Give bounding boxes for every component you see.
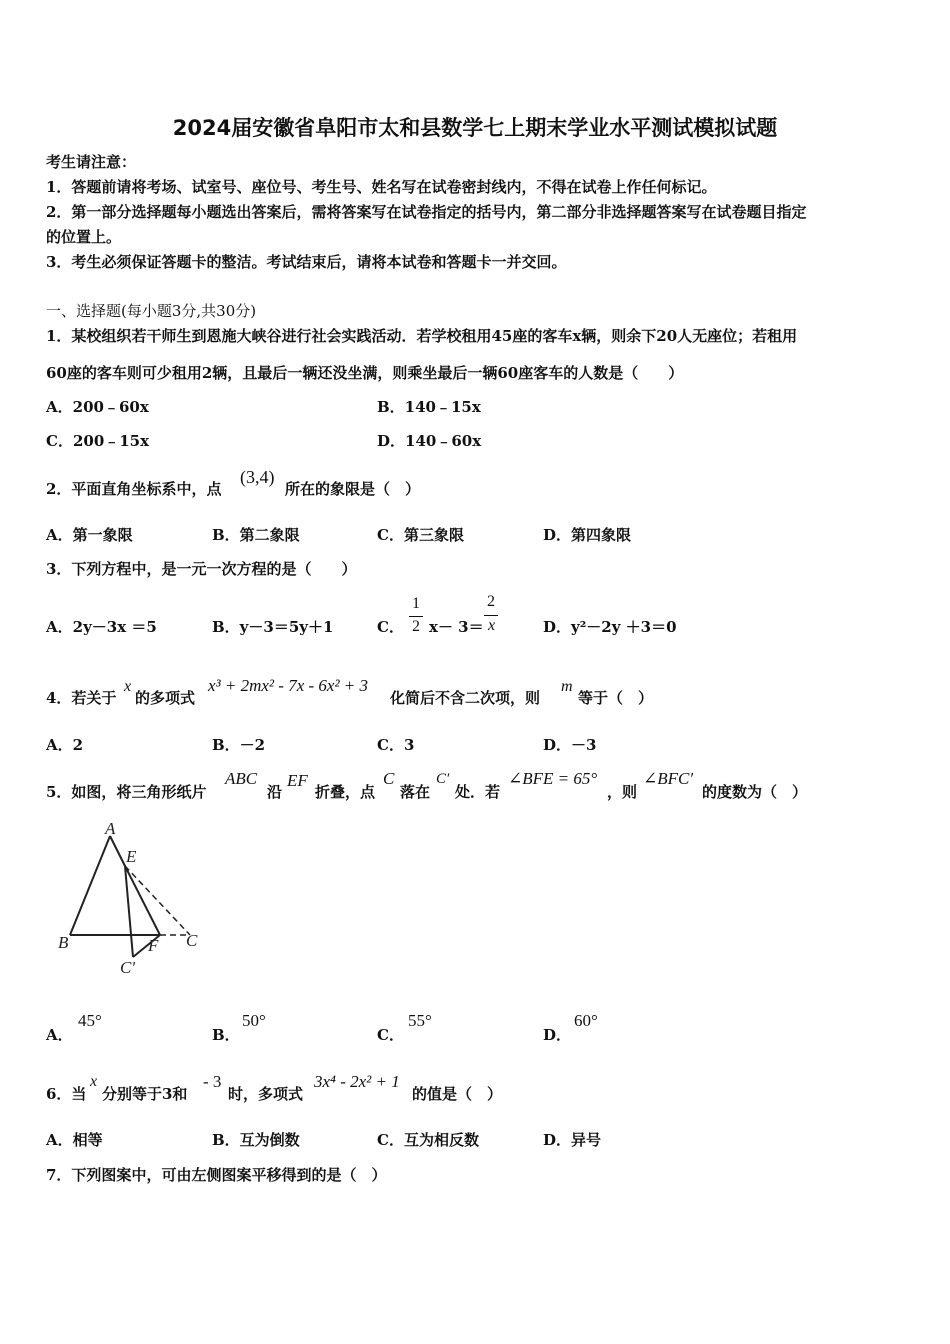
q1-option-a: A．200﹣60x [46,398,149,416]
q3-c-numerator-2: 2 [487,593,495,610]
q1-stem-line2: 60座的客车则可少租用2辆，且最后一辆还没坐满，则乘坐最后一辆60座客车的人数是（ ） [46,364,684,382]
q4-stem-mid: 的多项式 [135,689,196,707]
q5-option-c-value: 55° [408,1011,432,1030]
q2-option-b: B．第二象限 [212,526,300,544]
q5-fig-side-ab [70,836,110,935]
q5-ask: 的度数为（ ） [702,783,808,801]
q5-fig-side-ae [110,836,125,866]
page-title: 2024届安徽省阜阳市太和县数学七上期末学业水平测试模拟试题 [172,116,778,140]
q5-triangle-figure [50,820,210,980]
q5-angle-bfe: ∠BFE = 65° [508,769,598,788]
notice-heading: 考生请注意： [46,153,137,171]
q5-option-a-value: 45° [78,1011,102,1030]
q4-stem-post2: 等于（ ） [578,689,654,707]
q5-then: ，则 [607,783,638,801]
q3-c-middle: x－ 3＝ [429,618,484,636]
q6-stem-pre: 6．当 [46,1085,87,1103]
q5-angle-bfc: ∠BFC′ [643,769,694,788]
q5-fig-label-c: C [186,931,198,950]
section-heading: 一、选择题(每小题3分,共30分) [46,302,257,320]
q5-option-d-label: D． [543,1026,572,1044]
q6-option-c: C．互为相反数 [377,1131,479,1149]
q5-fig-label-e: E [126,847,137,866]
q3-c-denominator-1: 2 [412,618,420,635]
q5-option-a-label: A． [46,1026,73,1044]
q4-stem-pre: 4．若关于 [46,689,117,707]
q5-segment: EF [287,771,308,790]
q2-option-a: A．第一象限 [46,526,133,544]
q4-option-a: A．2 [46,736,84,754]
q4-option-b: B．－2 [212,736,266,754]
q4-option-c: C．3 [377,736,415,754]
q5-option-d-value: 60° [574,1011,598,1030]
q5-fig-dash-ec [125,866,190,935]
q4-var-m: m [561,678,573,695]
q1-option-c: C．200﹣15x [46,432,150,450]
q5-at: 处．若 [455,783,501,801]
q1-option-d: D．140﹣60x [377,432,482,450]
q5-point-c-prime: C′ [436,771,450,787]
q2-option-c: C．第三象限 [377,526,464,544]
q6-stem-mid2: 时，多项式 [228,1085,304,1103]
q7-stem: 7．下列图案中，可由左侧图案平移得到的是（ ） [46,1166,387,1184]
q3-option-b: B．y－3＝5y＋1 [212,618,334,636]
q4-polynomial: x³ + 2mx² - 7x - 6x² + 3 [208,676,369,695]
q3-option-d: D．y²－2y ＋3＝0 [543,618,677,636]
q3-c-fraction-bar-1 [409,616,423,617]
notice-item-1: 1．答题前请将考场、试室号、座位号、考生号、姓名写在试卷密封线内，不得在试卷上作任何标记。 [46,178,717,196]
q5-fold: 折叠，点 [315,783,376,801]
q5-along: 沿 [267,783,283,801]
q1-option-b: B．140﹣15x [377,398,481,416]
q2-stem-post: 所在的象限是（ ） [285,480,421,498]
q5-fall: 落在 [400,783,431,801]
q6-polynomial: 3x⁴ - 2x² + 1 [314,1072,400,1091]
q2-stem-pre: 2．平面直角坐标系中，点 [46,480,222,498]
q5-option-b-label: B． [212,1026,240,1044]
q5-option-c-label: C． [377,1026,404,1044]
q6-option-a: A．相等 [46,1131,103,1149]
notice-item-2: 2．第一部分选择题每小题选出答案后，需将答案写在试卷指定的括号内，第二部分非选择题答案写在试卷题目指定 [46,203,807,221]
q6-stem-mid: 分别等于3和 [102,1085,188,1103]
q2-option-d: D．第四象限 [543,526,632,544]
q3-option-a: A．2y－3x ＝5 [46,618,157,636]
q5-fig-label-c-prime: C′ [120,958,136,977]
q3-option-c-label: C． [377,618,404,636]
q4-stem-post1: 化简后不含二次项，则 [390,689,541,707]
q6-option-d: D．异号 [543,1131,602,1149]
q6-stem-post: 的值是（ ） [412,1085,503,1103]
q4-var-x: x [124,678,132,695]
q6-neg-three: - 3 [203,1072,222,1091]
q5-option-b-value: 50° [242,1011,266,1030]
q6-option-b: B．互为倒数 [212,1131,300,1149]
q3-c-numerator-1: 1 [412,595,420,612]
q5-stem-pre: 5．如图，将三角形纸片 [46,783,207,801]
q5-fig-label-a: A [105,820,116,838]
q5-fig-label-f: F [148,936,159,955]
q4-option-d: D．－3 [543,736,597,754]
q2-point: (3,4) [240,467,275,487]
q3-c-denominator-2: x [488,617,496,634]
q6-var-x: x [90,1073,98,1090]
q3-c-fraction-bar-2 [484,615,498,616]
q5-triangle: ABC [225,769,258,788]
q5-point-c: C [383,769,395,788]
q5-fig-label-b: B [58,933,69,952]
q1-stem-line1: 1．某校组织若干师生到恩施大峡谷进行社会实践活动．若学校租用45座的客车x辆，则余下20人无座位；若租用 [46,327,798,345]
q3-stem: 3．下列方程中，是一元一次方程的是（ ） [46,560,357,578]
notice-item-2-cont: 的位置上。 [46,228,122,246]
notice-item-3: 3．考生必须保证答题卡的整洁。考试结束后，请将本试卷和答题卡一并交回。 [46,253,567,271]
